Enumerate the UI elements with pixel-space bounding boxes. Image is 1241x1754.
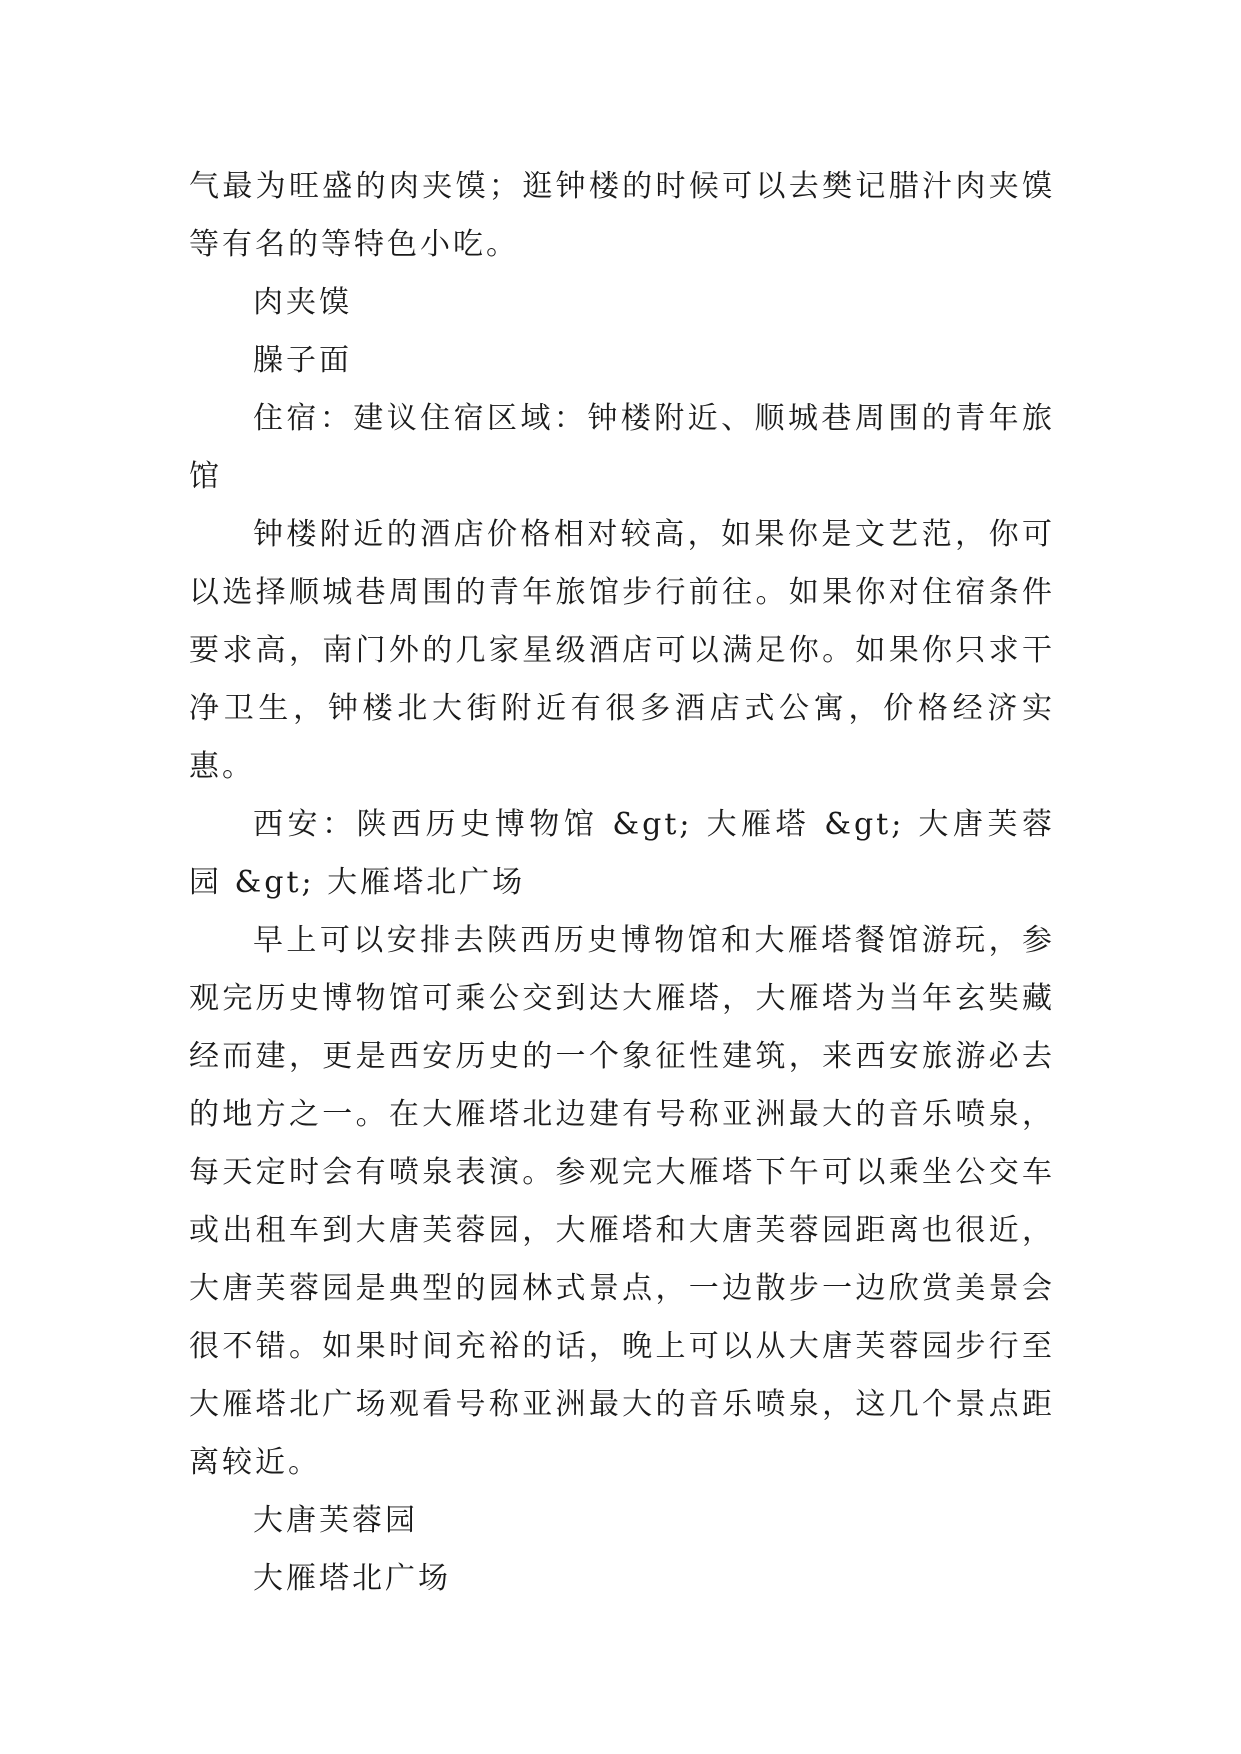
paragraph-accommodation-heading: 住宿：建议住宿区域：钟楼附近、顺城巷周围的青年旅馆 [189, 401, 1055, 494]
paragraph-dayanta-north-square: 大雁塔北广场 [253, 1561, 451, 1596]
document-body [189, 158, 1055, 1608]
paragraph-food-intro: 气最为旺盛的肉夹馍；逛钟楼的时候可以去樊记腊汁肉夹馍等有名的等特色小吃。 [189, 169, 1055, 262]
paragraph-roujiamo: 肉夹馍 [253, 285, 352, 320]
paragraph-route-heading: 西安：陕西历史博物馆 &gt; 大雁塔 &gt; 大唐芙蓉园 &gt; 大雁塔北广场 [189, 807, 1055, 900]
paragraph-accommodation-detail: 钟楼附近的酒店价格相对较高，如果你是文艺范，你可以选择顺城巷周围的青年旅馆步行前往。如果你对住宿条件要求高，南门外的几家星级酒店可以满足你。如果你只求干净卫生，钟楼北大街附近有很多酒店式公寓，价格经济实惠。 [189, 517, 1055, 784]
paragraph-route-detail: 早上可以安排去陕西历史博物馆和大雁塔餐馆游玩，参观完历史博物馆可乘公交到达大雁塔，大雁塔为当年玄奘藏经而建，更是西安历史的一个象征性建筑，来西安旅游必去的地方之一。在大雁塔北边建有号称亚洲最大的音乐喷泉，每天定时会有喷泉表演。参观完大雁塔下午可以乘坐公交车或出租车到大唐芙蓉园，大雁塔和大唐芙蓉园距离也很近，大唐芙蓉园是典型的园林式景点，一边散步一边欣赏美景会很不错。如果时间充裕的话，晚上可以从大唐芙蓉园步行至大雁塔北广场观看号称亚洲最大的音乐喷泉，这几个景点距离较近。 [189, 923, 1055, 1480]
paragraph-datang-furongyuan: 大唐芙蓉园 [253, 1503, 418, 1538]
paragraph-saozimian: 臊子面 [253, 343, 352, 378]
